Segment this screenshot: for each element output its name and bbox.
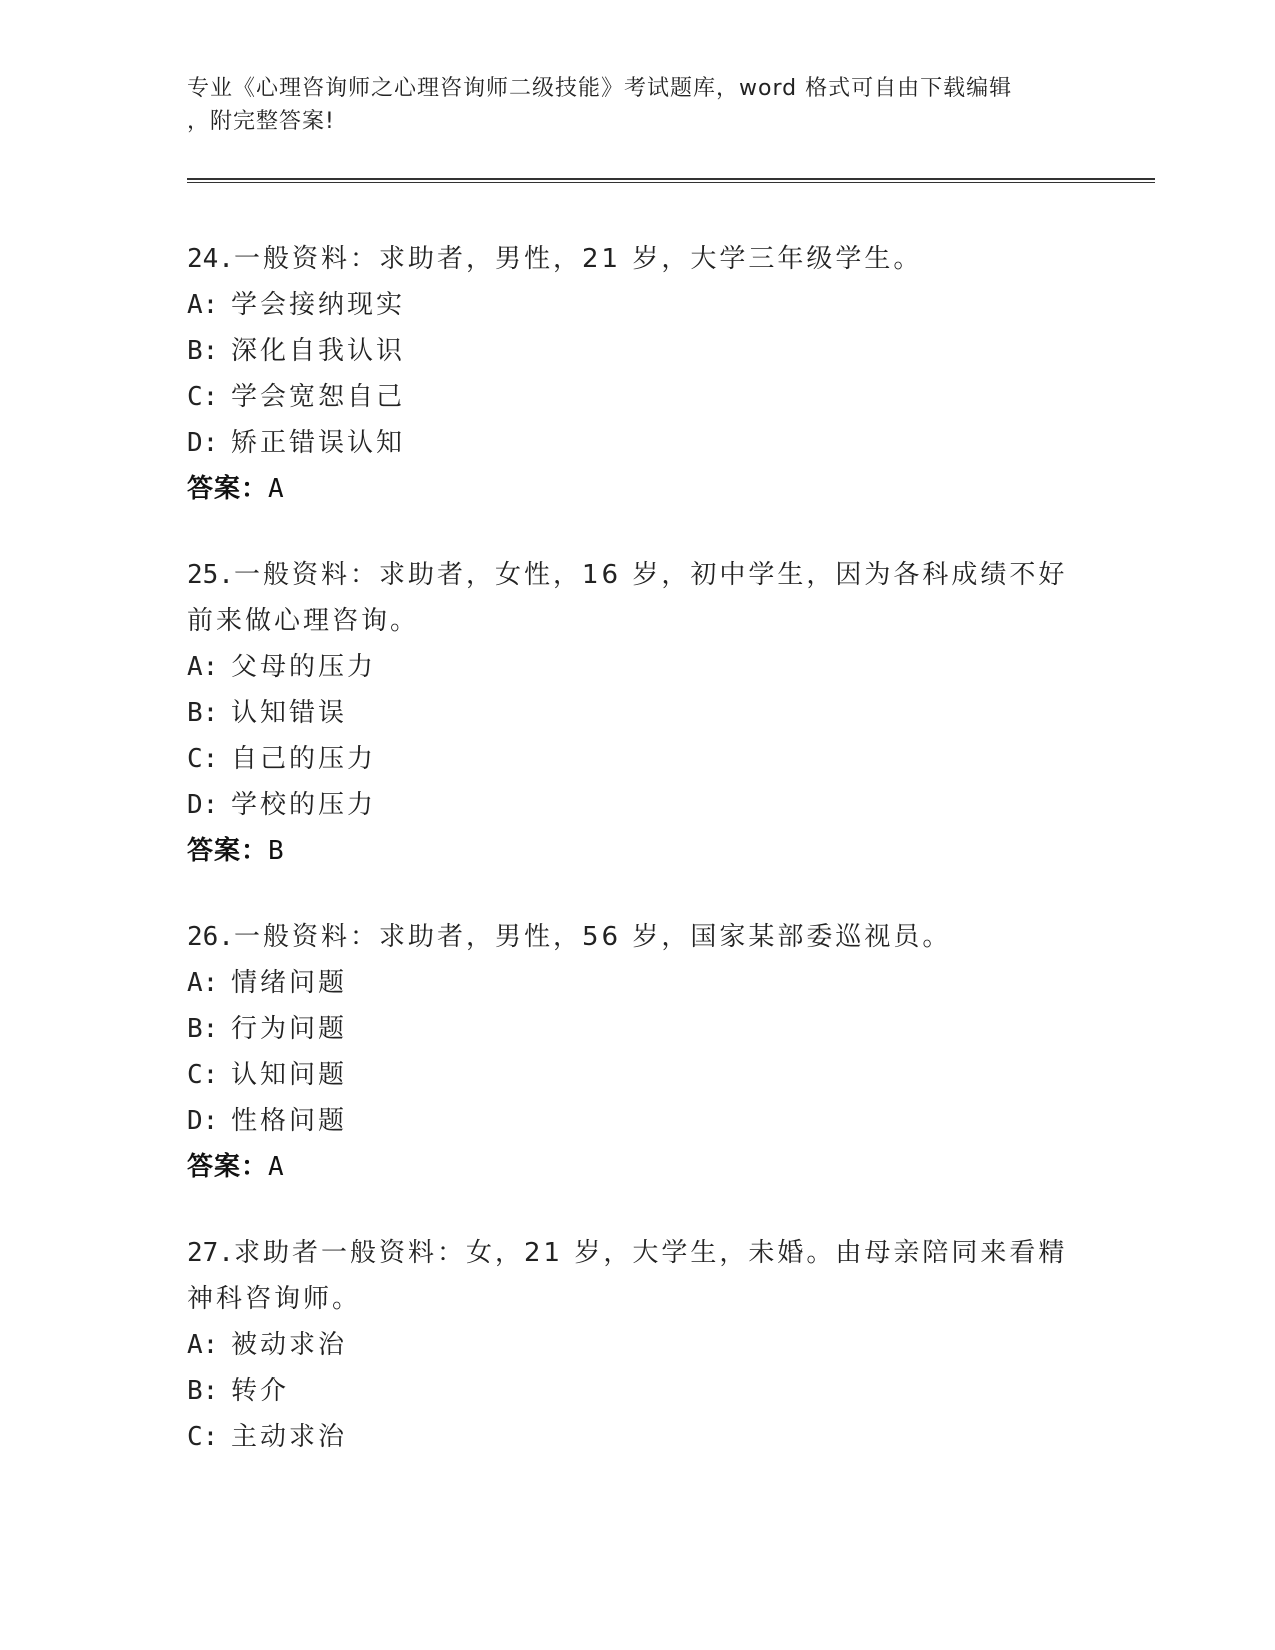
question-27 [187, 1230, 1087, 1460]
option-text: 认知问题 [231, 1060, 348, 1090]
option-d [187, 1098, 1087, 1144]
option-c [187, 374, 1087, 420]
answer-value: A [268, 474, 285, 504]
option-c [187, 1414, 1087, 1460]
option-text: 学会接纳现实 [231, 290, 406, 320]
option-text: 认知错误 [231, 698, 348, 728]
option-b [187, 1006, 1087, 1052]
option-b [187, 690, 1087, 736]
option-key: D: [187, 1106, 219, 1136]
option-key: D: [187, 428, 219, 458]
option-key: C: [187, 1060, 219, 1090]
option-text: 转介 [231, 1376, 290, 1406]
option-b [187, 328, 1087, 374]
answer-label: 答案： [187, 474, 269, 504]
option-key: A: [187, 1330, 219, 1360]
question-number: 27. [187, 1238, 234, 1268]
answer-value: B [268, 836, 285, 866]
option-text: 行为问题 [231, 1014, 348, 1044]
option-c [187, 736, 1087, 782]
option-key: B: [187, 1014, 219, 1044]
question-25 [187, 552, 1087, 874]
option-text: 学会宽恕自己 [231, 382, 406, 412]
question-26 [187, 914, 1087, 1190]
answer-value: A [268, 1152, 285, 1182]
question-list [187, 236, 1087, 1500]
question-stem [187, 914, 1087, 960]
option-text: 被动求治 [231, 1330, 348, 1360]
answer-label: 答案： [187, 1152, 269, 1182]
option-text: 学校的压力 [231, 790, 377, 820]
answer [187, 466, 1087, 512]
option-key: C: [187, 1422, 219, 1452]
question-number: 25. [187, 560, 234, 590]
question-number: 26. [187, 922, 234, 952]
option-key: B: [187, 336, 219, 366]
option-a [187, 1322, 1087, 1368]
option-d [187, 782, 1087, 828]
question-24 [187, 236, 1087, 512]
option-key: A: [187, 968, 219, 998]
question-text: 一般资料：求助者，女性，16 岁，初中学生，因为各科成绩不好前来做心理咨询。 [187, 560, 1068, 636]
option-text: 父母的压力 [231, 652, 377, 682]
question-number: 24. [187, 244, 234, 274]
question-stem [187, 236, 1087, 282]
answer [187, 1144, 1087, 1190]
question-stem [187, 552, 1087, 644]
option-text: 主动求治 [231, 1422, 348, 1452]
option-key: C: [187, 744, 219, 774]
header-line-2: ，附完整答案! [187, 109, 335, 134]
document-header [187, 72, 1087, 138]
option-key: A: [187, 290, 219, 320]
option-a [187, 282, 1087, 328]
option-a [187, 644, 1087, 690]
option-text: 自己的压力 [231, 744, 377, 774]
option-key: B: [187, 1376, 219, 1406]
option-key: A: [187, 652, 219, 682]
answer [187, 828, 1087, 874]
option-text: 深化自我认识 [231, 336, 406, 366]
option-b [187, 1368, 1087, 1414]
option-key: B: [187, 698, 219, 728]
option-d [187, 420, 1087, 466]
question-text: 一般资料：求助者，男性，56 岁，国家某部委巡视员。 [233, 922, 952, 952]
option-c [187, 1052, 1087, 1098]
header-divider [187, 178, 1155, 183]
option-key: C: [187, 382, 219, 412]
option-text: 矫正错误认知 [231, 428, 406, 458]
option-text: 情绪问题 [231, 968, 348, 998]
header-line-1: 专业《心理咨询师之心理咨询师二级技能》考试题库，word 格式可自由下载编辑 [187, 76, 1013, 101]
question-text: 求助者一般资料：女，21 岁，大学生，未婚。由母亲陪同来看精神科咨询师。 [187, 1238, 1068, 1314]
option-a [187, 960, 1087, 1006]
option-key: D: [187, 790, 219, 820]
question-stem [187, 1230, 1087, 1322]
answer-label: 答案： [187, 836, 269, 866]
question-text: 一般资料：求助者，男性，21 岁，大学三年级学生。 [233, 244, 923, 274]
option-text: 性格问题 [231, 1106, 348, 1136]
